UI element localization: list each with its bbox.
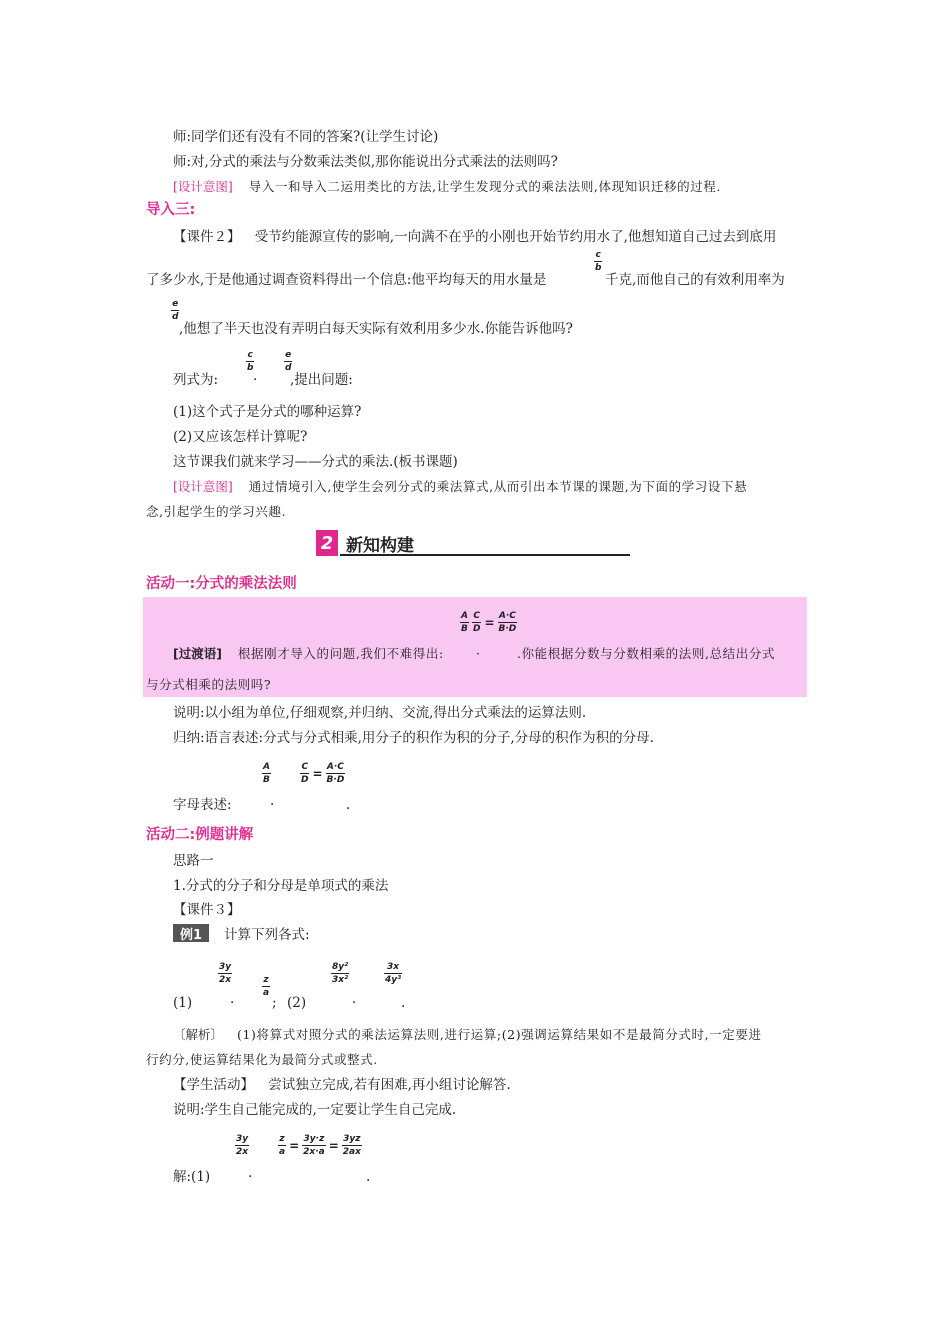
sol-frac-3yz-2ax: $\frac{3yz}{2ax}$ bbox=[342, 1134, 361, 1157]
question-2: (2)又应该怎样计算呢? bbox=[173, 429, 308, 445]
idea-1: 思路一 bbox=[173, 853, 214, 869]
formula-label: 列式为: bbox=[173, 372, 219, 388]
teacher-line-2: 师:对,分式的乘法与分数乘法类似,那你能说出分式乘法的法则吗? bbox=[173, 154, 558, 170]
transition-tag: [过渡语] bbox=[173, 646, 222, 661]
letter-label: 字母表述: bbox=[173, 797, 232, 813]
fraction-c-over-b: c b bbox=[595, 250, 602, 273]
student-activity-tag: 【学生活动】 bbox=[173, 1077, 254, 1093]
frac-AC-BD: $\frac{A\cdot C}{B\cdot D}$ bbox=[498, 611, 517, 634]
letter-equals: = bbox=[312, 766, 323, 781]
ex-dot-1: · bbox=[230, 995, 235, 1011]
ex-part-2: (2) bbox=[287, 995, 307, 1011]
transition-dot: · bbox=[476, 646, 480, 661]
rule-formula-box bbox=[460, 611, 517, 634]
activity-1-heading: 活动一:分式的乘法法则 bbox=[146, 576, 297, 592]
formula-frac-c-b: c b bbox=[247, 350, 254, 373]
design-intent-text: 导入一和导入二运用类比的方法,让学生发现分式的乘法法则,体现知识迁移的过程. bbox=[248, 179, 721, 194]
example-1-text: 计算下列各式: bbox=[224, 927, 310, 943]
ex-frac-3y-2x: 3y 2x bbox=[219, 962, 232, 985]
frac-C-D: $\frac{C}{D}$ bbox=[472, 611, 481, 634]
transition-line bbox=[173, 645, 444, 663]
courseware-2-line2b: 千克,而他自己的有效利用率为 bbox=[605, 272, 785, 288]
letter-frac-A-B: A B bbox=[263, 762, 270, 785]
courseware-2-tag: 【课件２】 bbox=[173, 229, 241, 245]
transition-tail: .你能根据分数与分数相乘的法则,总结出分式 bbox=[517, 646, 776, 661]
ex-semicolon: ; bbox=[272, 995, 277, 1011]
sol-frac-3y-2x: 3y 2x bbox=[236, 1134, 249, 1157]
courseware-2-text: 受节约能源宣传的影响,一向满不在乎的小刚也开始节约用水了,他想知道自己过去到底用 bbox=[254, 229, 777, 245]
ex-part-1: (1) bbox=[173, 995, 193, 1011]
ex-end: . bbox=[401, 995, 406, 1011]
courseware-2-line bbox=[173, 228, 776, 246]
analysis-text: (1)将算式对照分式的乘法运算法则,进行运算;(2)强调运算结果如不是最简分式时,一定要进 bbox=[237, 1027, 762, 1042]
student-activity-text: 尝试独立完成,若有困难,再小组讨论解答. bbox=[268, 1077, 511, 1093]
section-title: 新知构建 bbox=[346, 536, 414, 556]
design-intent-1 bbox=[173, 178, 721, 196]
design-intent-2-tag: [设计意图] bbox=[173, 479, 233, 494]
solution-label: 解:(1) bbox=[173, 1169, 211, 1185]
letter-end: . bbox=[346, 797, 351, 813]
ex-frac-8y2-3x2: 8y² 3x² bbox=[332, 962, 349, 985]
intro-3-heading: 导入三: bbox=[146, 202, 196, 218]
section-number: 2 bbox=[316, 530, 338, 556]
analysis-line bbox=[173, 1026, 762, 1044]
banner-rule bbox=[340, 554, 630, 556]
solution-end: . bbox=[366, 1169, 371, 1185]
solution-dot: · bbox=[248, 1169, 253, 1185]
question-1: (1)这个式子是分式的哪种运算? bbox=[173, 404, 362, 420]
analysis-tag: 〔解析〕 bbox=[173, 1027, 224, 1042]
sol-frac-3yz-2xa: $\frac{3y\cdot z}{2x\cdot a}$ bbox=[303, 1134, 325, 1157]
courseware-2-line3: ,他想了半天也没有弄明白每天实际有效利用多少水.你能告诉他吗? bbox=[179, 321, 573, 337]
design-intent-tag: [设计意图] bbox=[173, 179, 233, 194]
example-1-badge: 例1 bbox=[173, 924, 209, 942]
transition-text: 根据刚才导入的问题,我们不难得出: bbox=[237, 646, 444, 661]
design-intent-2 bbox=[173, 478, 747, 496]
courseware-3: 【课件３】 bbox=[173, 902, 241, 918]
courseware-2-line2a: 了多少水,于是他通过调查资料得出一个信息:他平均每天的用水量是 bbox=[146, 272, 547, 288]
formula-frac-e-d: e d bbox=[285, 350, 292, 373]
formula-dot: · bbox=[253, 372, 258, 388]
ex-frac-3x-4y3: 3x 4y³ bbox=[385, 962, 402, 985]
activity-1-note: 说明:以小组为单位,仔细观察,并归纳、交流,得出分式乘法的运算法则. bbox=[173, 705, 587, 721]
analysis-text2: 行约分,使运算结果化为最简分式或整式. bbox=[146, 1052, 378, 1067]
note-2: 说明:学生自己能完成的,一定要让学生自己完成. bbox=[173, 1102, 457, 1118]
activity-1-summary: 归纳:语言表述:分式与分式相乘,用分子的积作为积的分子,分母的积作为积的分母. bbox=[173, 730, 654, 746]
equals-sign: = bbox=[484, 615, 495, 630]
design-intent-2-text2: 念,引起学生的学习兴趣. bbox=[146, 504, 287, 519]
lesson-topic: 这节课我们就来学习——分式的乘法.(板书课题) bbox=[173, 454, 458, 470]
transition-line2: 与分式相乘的法则吗? bbox=[146, 677, 272, 692]
frac-A-B: $\frac{A}{B}$ bbox=[461, 611, 468, 634]
teacher-line-1: 师:同学们还有没有不同的答案?(让学生讨论) bbox=[173, 129, 439, 145]
letter-dot: · bbox=[270, 797, 275, 813]
sol-frac-z-a: $\frac{z}{a}$ bbox=[279, 1134, 286, 1157]
letter-frac-AC-BD: $\frac{A\cdot C}{B\cdot D}$ bbox=[326, 762, 345, 785]
sol-equals-2: = bbox=[328, 1138, 339, 1153]
fraction-e-over-d: e d bbox=[172, 299, 179, 322]
design-intent-2-text: 通过情境引入,使学生会列分式的乘法算式,从而引出本节课的课题,为下面的学习设下悬 bbox=[248, 479, 748, 494]
section-banner bbox=[316, 530, 630, 556]
letter-formula bbox=[300, 762, 345, 785]
formula-tail: ,提出问题: bbox=[290, 372, 353, 388]
student-activity-line bbox=[173, 1076, 511, 1094]
solution-formula bbox=[278, 1134, 362, 1157]
letter-frac-C-D: $\frac{C}{D}$ bbox=[301, 762, 309, 785]
activity-2-heading: 活动二:例题讲解 bbox=[146, 827, 254, 843]
ex-dot-2: · bbox=[352, 995, 357, 1011]
ex-frac-z-a: z a bbox=[263, 975, 270, 998]
sol-equals-1: = bbox=[289, 1138, 300, 1153]
sub-topic-1: 1.分式的分子和分母是单项式的乘法 bbox=[173, 878, 389, 894]
